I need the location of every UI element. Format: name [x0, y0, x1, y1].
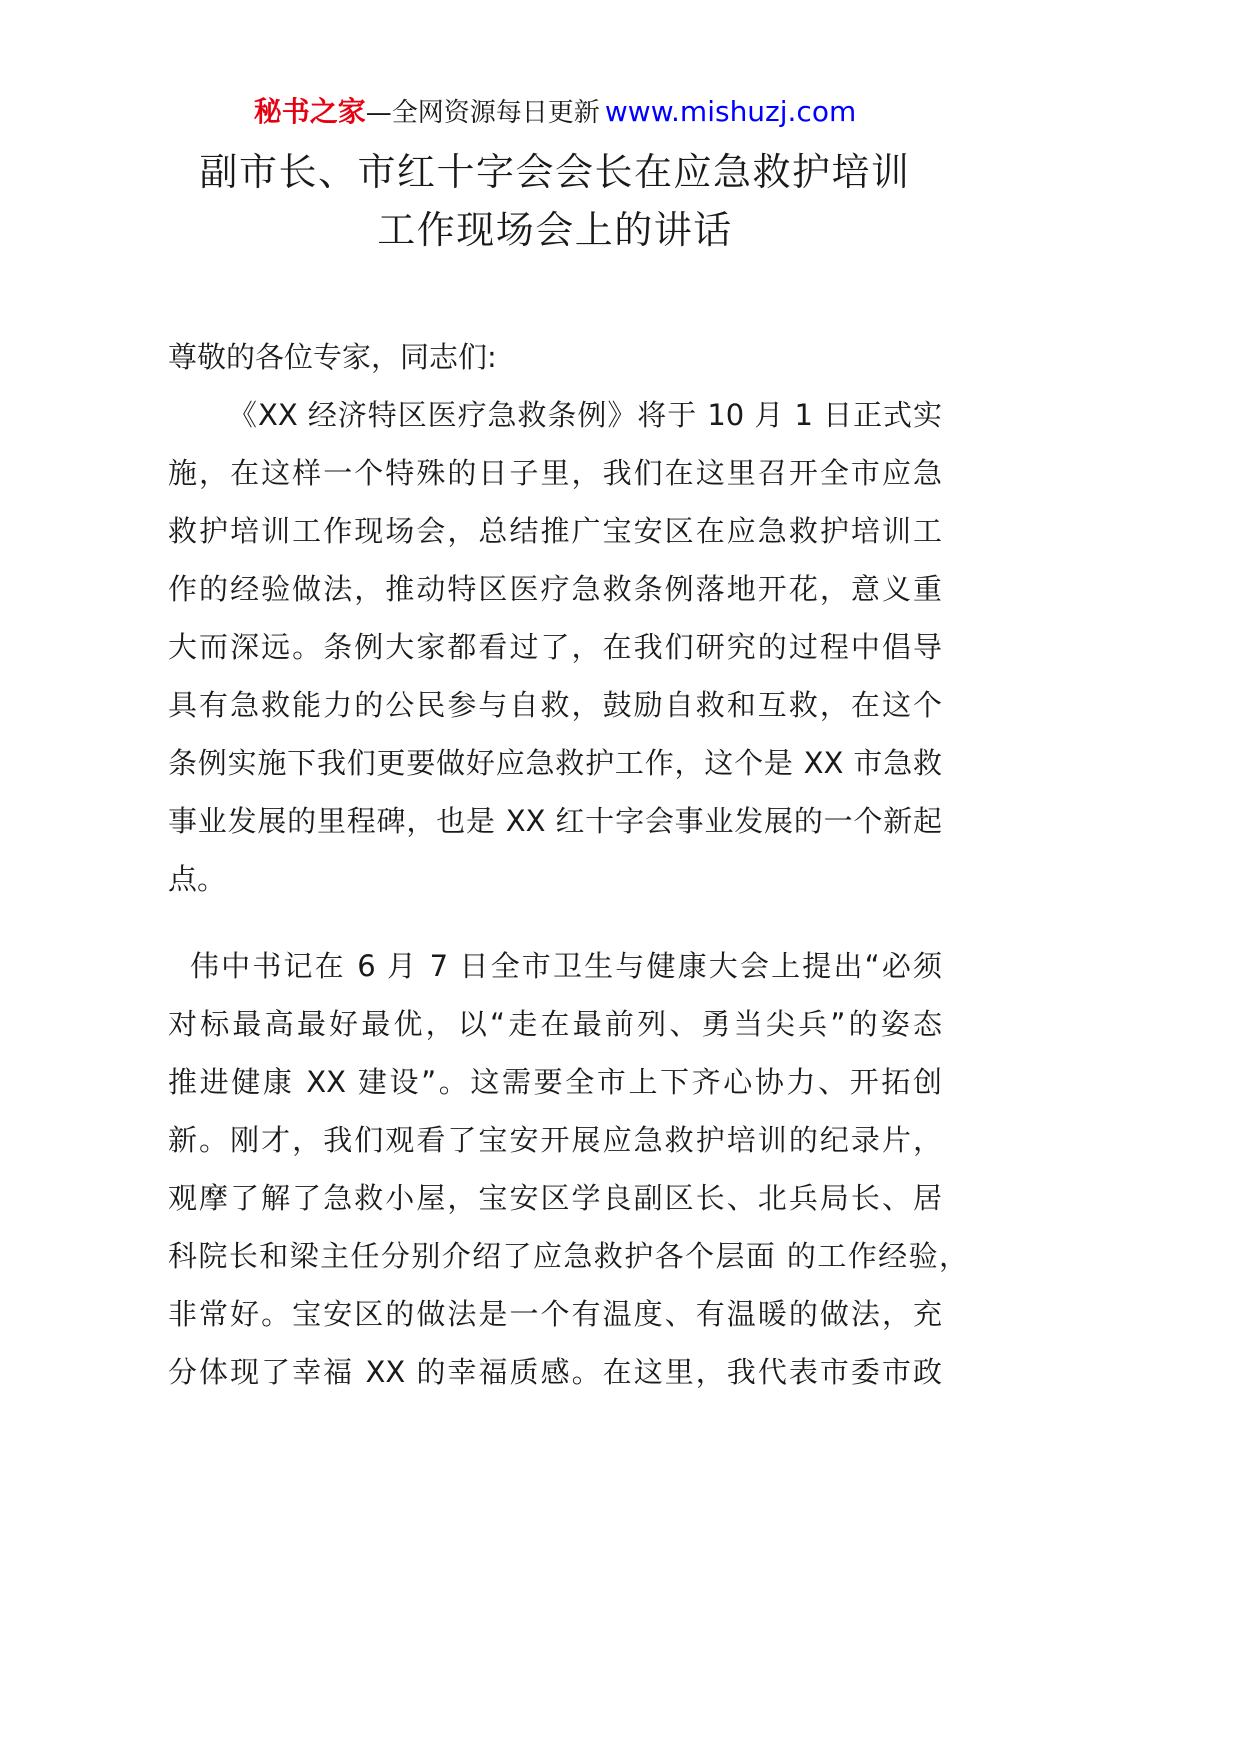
paragraph-line: 对标最高最好最优，以“走在最前列、勇当尖兵”的姿态: [168, 1007, 942, 1041]
site-brand: 秘书之家: [253, 95, 366, 128]
document-title: [168, 143, 942, 259]
salutation: [168, 328, 942, 386]
site-tagline: —全网资源每日更新: [365, 98, 600, 128]
paragraph-line: 推进健康 XX 建设”。这需要全市上下齐心协力、开拓创: [168, 1065, 942, 1099]
site-header: [168, 92, 942, 132]
title-line-1: 副市长、市红十字会会长在应急救护培训: [199, 150, 911, 194]
paragraph-1: [168, 386, 942, 908]
paragraph-line: 点。: [168, 862, 227, 896]
paragraph-line: 施，在这样一个特殊的日子里，我们在这里召开全市应急: [168, 456, 942, 490]
paragraph-line: 伟中书记在 6 月 7 日全市卫生与健康大会上提出“必须: [190, 949, 942, 983]
site-url: www.mishuzj.com: [604, 95, 857, 128]
paragraph-line: 观摩了解了急救小屋，宝安区学良副区长、北兵局长、居: [168, 1181, 942, 1215]
paragraph-line: 条例实施下我们更要做好应急救护工作，这个是 XX 市急救: [168, 746, 942, 780]
paragraph-line: 作的经验做法，推动特区医疗急救条例落地开花，意义重: [168, 572, 942, 606]
paragraph-line: 《XX 经济特区医疗急救条例》将于 10 月 1 日正式实: [228, 398, 942, 432]
paragraph-2: [168, 937, 968, 1401]
paragraph-line: 非常好。宝安区的做法是一个有温度、有温暖的做法，充: [168, 1297, 942, 1331]
paragraph-line: 分体现了幸福 XX 的幸福质感。在这里，我代表市委市政: [168, 1355, 942, 1389]
paragraph-line: 事业发展的里程碑，也是 XX 红十字会事业发展的一个新起: [168, 804, 942, 838]
paragraph-line: 新。刚才，我们观看了宝安开展应急救护培训的纪录片，: [168, 1123, 942, 1157]
salutation-line: 尊敬的各位专家，同志们:: [168, 340, 497, 374]
paragraph-line: 大而深远。条例大家都看过了，在我们研究的过程中倡导: [168, 630, 942, 664]
title-line-2: 工作现场会上的讲话: [377, 208, 733, 252]
paragraph-line: 科院长和梁主任分别介绍了应急救护各个层面 的工作经验，: [168, 1239, 968, 1273]
paragraph-line: 具有急救能力的公民参与自救，鼓励自救和互救，在这个: [168, 688, 942, 722]
paragraph-line: 救护培训工作现场会，总结推广宝安区在应急救护培训工: [168, 514, 942, 548]
